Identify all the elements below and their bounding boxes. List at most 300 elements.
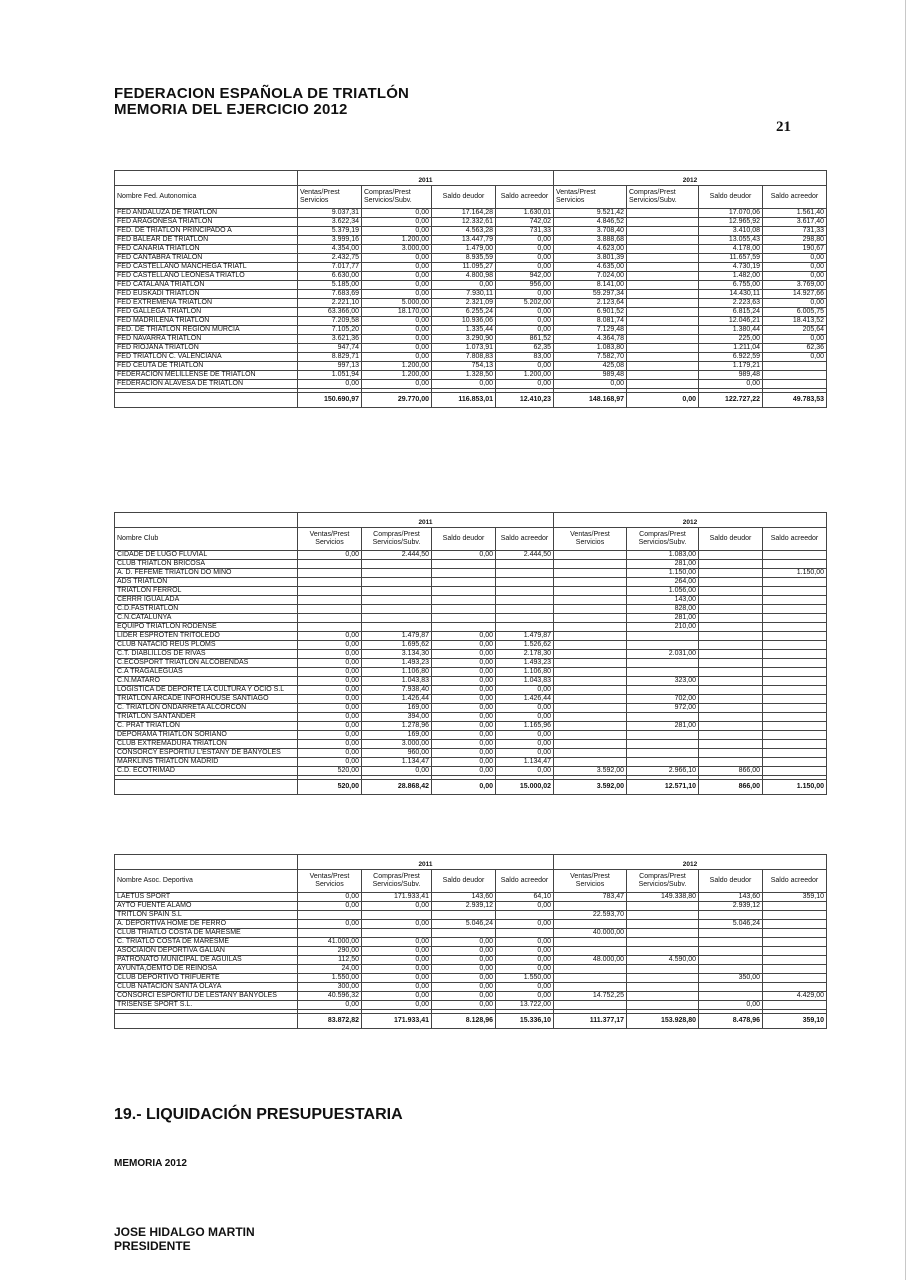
value-cell: 0,00 xyxy=(298,686,362,695)
table-row xyxy=(115,902,827,911)
table-row xyxy=(115,956,827,965)
value-cell xyxy=(496,560,554,569)
value-cell: 3.621,36 xyxy=(298,335,362,344)
value-cell xyxy=(432,605,496,614)
row-name-cell: AYTO FUENTE ALAMO xyxy=(115,902,298,911)
value-cell xyxy=(699,605,763,614)
value-cell: 8.081,74 xyxy=(554,317,627,326)
value-cell xyxy=(554,668,627,677)
value-cell: 0,00 xyxy=(496,713,554,722)
value-cell: 0,00 xyxy=(432,632,496,641)
row-name-cell: FED BALEAR DE TRIATLON xyxy=(115,236,298,245)
value-cell: 0,00 xyxy=(298,713,362,722)
value-cell: 1.493,23 xyxy=(496,659,554,668)
value-cell: 0,00 xyxy=(432,695,496,704)
value-cell: 3.592,00 xyxy=(554,767,627,776)
row-name-cell: FED CANARIA TRIATLON xyxy=(115,245,298,254)
value-cell: 783,47 xyxy=(554,893,627,902)
value-cell: 59.297,34 xyxy=(554,290,627,299)
table-row xyxy=(115,569,827,578)
table-row xyxy=(115,731,827,740)
value-cell xyxy=(627,659,699,668)
value-cell xyxy=(763,956,827,965)
value-cell: 0,00 xyxy=(432,704,496,713)
table-row xyxy=(115,605,827,614)
total-cell: 12.571,10 xyxy=(627,780,699,795)
value-cell xyxy=(432,569,496,578)
value-cell: 1.200,00 xyxy=(362,371,432,380)
value-cell: 0,00 xyxy=(362,218,432,227)
value-cell: 7.209,58 xyxy=(298,317,362,326)
value-cell xyxy=(763,749,827,758)
row-name-cell: TRIATLON FERROL xyxy=(115,587,298,596)
value-cell: 2.221,10 xyxy=(298,299,362,308)
value-cell: 4.354,00 xyxy=(298,245,362,254)
value-cell: 18.170,00 xyxy=(362,308,432,317)
value-cell xyxy=(627,758,699,767)
value-cell: 1.482,00 xyxy=(699,272,763,281)
value-cell xyxy=(763,551,827,560)
value-cell xyxy=(554,659,627,668)
value-cell: 190,67 xyxy=(763,245,827,254)
row-name-cell: FED EUSKADI TRIATLON xyxy=(115,290,298,299)
row-name-cell: EQUIPO TRIATLON RODENSE xyxy=(115,623,298,632)
year-2012-header: 2012 xyxy=(554,513,827,528)
value-cell: 0,00 xyxy=(362,227,432,236)
value-cell xyxy=(627,209,699,218)
value-cell: 1.150,00 xyxy=(627,569,699,578)
saldo-acreedor-header: Saldo acreedor xyxy=(496,870,554,893)
table-row xyxy=(115,713,827,722)
value-cell xyxy=(554,623,627,632)
value-cell: 0,00 xyxy=(362,380,432,389)
value-cell xyxy=(627,344,699,353)
value-cell: 298,80 xyxy=(763,236,827,245)
value-cell: 0,00 xyxy=(432,965,496,974)
value-cell: 281,00 xyxy=(627,722,699,731)
value-cell: 2.432,75 xyxy=(298,254,362,263)
table-row xyxy=(115,677,827,686)
value-cell: 13.447,79 xyxy=(432,236,496,245)
signer-name: JOSE HIDALGO MARTIN xyxy=(114,1225,255,1239)
value-cell xyxy=(699,668,763,677)
value-cell: 0,00 xyxy=(298,650,362,659)
value-cell: 0,00 xyxy=(432,659,496,668)
table-row xyxy=(115,209,827,218)
memoria-label: MEMORIA 2012 xyxy=(114,1158,187,1169)
value-cell: 0,00 xyxy=(496,983,554,992)
value-cell: 972,00 xyxy=(627,704,699,713)
value-cell: 0,00 xyxy=(362,920,432,929)
value-cell: 0,00 xyxy=(362,272,432,281)
row-name-cell: PATRONATO MUNICIPAL DE AGUILAS xyxy=(115,956,298,965)
value-cell: 0,00 xyxy=(554,380,627,389)
value-cell: 2.939,12 xyxy=(432,902,496,911)
value-cell xyxy=(298,614,362,623)
value-cell: 0,00 xyxy=(496,956,554,965)
value-cell: 0,00 xyxy=(432,551,496,560)
value-cell xyxy=(763,695,827,704)
value-cell xyxy=(699,758,763,767)
year-2012-header: 2012 xyxy=(554,855,827,870)
row-name-cell: A. D. FEFEME TRIATLON DO MIÑO xyxy=(115,569,298,578)
value-cell: 0,00 xyxy=(298,920,362,929)
value-cell: 1.550,00 xyxy=(496,974,554,983)
value-cell xyxy=(763,560,827,569)
row-name-cell: C.A TRAGALEGUAS xyxy=(115,668,298,677)
value-cell: 8.935,59 xyxy=(432,254,496,263)
value-cell: 0,00 xyxy=(362,947,432,956)
row-name-cell: FED ARAGONESA TRIATLON xyxy=(115,218,298,227)
row-name-cell: ASOCIAION DEPORTIVA GALIAN xyxy=(115,947,298,956)
value-cell: 0,00 xyxy=(432,740,496,749)
value-cell: 290,00 xyxy=(298,947,362,956)
value-cell xyxy=(627,290,699,299)
total-cell: 150.690,97 xyxy=(298,393,362,408)
value-cell: 0,00 xyxy=(362,254,432,263)
value-cell: 13.722,00 xyxy=(496,1001,554,1010)
value-cell: 14.752,25 xyxy=(554,992,627,1001)
value-cell: 0,00 xyxy=(362,1001,432,1010)
value-cell xyxy=(554,713,627,722)
value-cell: 0,00 xyxy=(432,686,496,695)
value-cell: 7.938,40 xyxy=(362,686,432,695)
value-cell: 0,00 xyxy=(432,767,496,776)
value-cell: 0,00 xyxy=(362,335,432,344)
value-cell: 0,00 xyxy=(763,335,827,344)
table-row xyxy=(115,920,827,929)
value-cell: 41.000,00 xyxy=(298,938,362,947)
table-row xyxy=(115,695,827,704)
row-name-cell: C. PRAT TRIATLON xyxy=(115,722,298,731)
value-cell xyxy=(699,650,763,659)
ventas-header: Ventas/Prest Servicios xyxy=(554,870,627,893)
row-name-cell: CLUB NATACIÓ REUS PLOMS xyxy=(115,641,298,650)
row-name-cell: FEDERACION MELILLENSE DE TRIATLON xyxy=(115,371,298,380)
value-cell: 1.526,62 xyxy=(496,641,554,650)
document-header xyxy=(114,86,409,118)
totals-row xyxy=(115,1014,827,1029)
value-cell xyxy=(763,911,827,920)
value-cell xyxy=(699,929,763,938)
value-cell: 4.364,78 xyxy=(554,335,627,344)
total-cell: 29.770,00 xyxy=(362,393,432,408)
value-cell: 754,13 xyxy=(432,362,496,371)
value-cell xyxy=(554,740,627,749)
value-cell: 0,00 xyxy=(298,722,362,731)
total-cell: 122.727,22 xyxy=(699,393,763,408)
value-cell: 0,00 xyxy=(432,947,496,956)
value-cell: 1.073,91 xyxy=(432,344,496,353)
value-cell xyxy=(699,749,763,758)
value-cell: 3.769,00 xyxy=(763,281,827,290)
row-name-cell: C.T. DIABLILLOS DE RIVAS xyxy=(115,650,298,659)
value-cell xyxy=(763,578,827,587)
value-cell: 0,00 xyxy=(496,704,554,713)
value-cell: 3.000,00 xyxy=(362,740,432,749)
value-cell xyxy=(763,758,827,767)
value-cell xyxy=(627,983,699,992)
value-cell: 0,00 xyxy=(432,380,496,389)
value-cell xyxy=(496,569,554,578)
table-row xyxy=(115,254,827,263)
value-cell xyxy=(554,677,627,686)
value-cell: 1.328,50 xyxy=(432,371,496,380)
value-cell: 0,00 xyxy=(298,659,362,668)
value-cell: 0,00 xyxy=(496,749,554,758)
value-cell xyxy=(298,560,362,569)
value-cell: 1.550,00 xyxy=(298,974,362,983)
value-cell: 0,00 xyxy=(432,983,496,992)
value-cell: 989,48 xyxy=(699,371,763,380)
value-cell: 149.338,80 xyxy=(627,893,699,902)
value-cell: 169,00 xyxy=(362,704,432,713)
value-cell xyxy=(554,965,627,974)
value-cell: 7.930,11 xyxy=(432,290,496,299)
value-cell: 0,00 xyxy=(496,326,554,335)
value-cell xyxy=(763,740,827,749)
row-name-cell: C. TRIATLÓN ONDARRETA ALCORCÓN xyxy=(115,704,298,713)
value-cell xyxy=(699,704,763,713)
value-cell xyxy=(298,911,362,920)
value-cell xyxy=(763,686,827,695)
value-cell: 0,00 xyxy=(763,353,827,362)
value-cell: 0,00 xyxy=(496,992,554,1001)
value-cell: 1.479,87 xyxy=(362,632,432,641)
total-cell: 116.853,01 xyxy=(432,393,496,408)
total-cell: 111.377,17 xyxy=(554,1014,627,1029)
value-cell: 0,00 xyxy=(362,317,432,326)
total-cell: 520,00 xyxy=(298,780,362,795)
value-cell: 0,00 xyxy=(362,767,432,776)
row-name-cell: FED CATALANA TRIATLON xyxy=(115,281,298,290)
value-cell: 0,00 xyxy=(298,740,362,749)
value-cell: 2.223,63 xyxy=(699,299,763,308)
total-cell: 8.478,96 xyxy=(699,1014,763,1029)
table-row xyxy=(115,929,827,938)
value-cell: 40.596,32 xyxy=(298,992,362,1001)
value-cell xyxy=(763,713,827,722)
value-cell xyxy=(432,596,496,605)
value-cell: 0,00 xyxy=(298,893,362,902)
value-cell xyxy=(699,740,763,749)
value-cell: 11.095,27 xyxy=(432,263,496,272)
value-cell xyxy=(763,632,827,641)
table-row xyxy=(115,668,827,677)
value-cell xyxy=(432,614,496,623)
value-cell: 0,00 xyxy=(763,272,827,281)
signer-role: PRESIDENTE xyxy=(114,1239,191,1253)
compras-header: Compras/Prest Servicios/Subv. xyxy=(362,528,432,551)
value-cell xyxy=(763,677,827,686)
row-name-cell: CIDADE DE LUGO FLUVIAL xyxy=(115,551,298,560)
value-cell xyxy=(627,263,699,272)
row-name-cell: FED GALLEGA TRIATLON xyxy=(115,308,298,317)
value-cell xyxy=(763,623,827,632)
row-name-cell: CONSORCI ESPORTIU DE LÉSTANY BANYOLES xyxy=(115,992,298,1001)
value-cell xyxy=(699,569,763,578)
row-name-cell: FED. DE TRIATLON REGION MURCIA xyxy=(115,326,298,335)
federations-table xyxy=(114,170,827,408)
value-cell xyxy=(298,596,362,605)
row-name-cell: LAETUS SPORT xyxy=(115,893,298,902)
value-cell: 0,00 xyxy=(432,713,496,722)
saldo-deudor-header: Saldo deudor xyxy=(432,870,496,893)
value-cell: 0,00 xyxy=(362,263,432,272)
value-cell: 0,00 xyxy=(362,956,432,965)
value-cell: 83,00 xyxy=(496,353,554,362)
value-cell: 0,00 xyxy=(496,263,554,272)
value-cell xyxy=(554,560,627,569)
table-row xyxy=(115,317,827,326)
value-cell xyxy=(763,938,827,947)
value-cell xyxy=(627,1001,699,1010)
value-cell: 394,00 xyxy=(362,713,432,722)
value-cell: 0,00 xyxy=(362,938,432,947)
value-cell: 0,00 xyxy=(496,380,554,389)
value-cell xyxy=(298,623,362,632)
total-cell: 866,00 xyxy=(699,780,763,795)
value-cell: 22.593,70 xyxy=(554,911,627,920)
value-cell xyxy=(298,605,362,614)
table-row xyxy=(115,650,827,659)
compras-header: Compras/Prest Servicios/Subv. xyxy=(627,186,699,209)
table-row xyxy=(115,236,827,245)
value-cell: 997,13 xyxy=(298,362,362,371)
value-cell xyxy=(432,911,496,920)
value-cell xyxy=(763,965,827,974)
value-cell: 1.083,80 xyxy=(554,344,627,353)
value-cell xyxy=(699,965,763,974)
value-cell: 0,00 xyxy=(298,704,362,713)
value-cell: 6.815,24 xyxy=(699,308,763,317)
value-cell: 0,00 xyxy=(432,677,496,686)
value-cell: 4.635,00 xyxy=(554,263,627,272)
value-cell xyxy=(627,938,699,947)
row-name-cell: CONSORCY ESPORTIU L'ESTANY DE BANYOLES xyxy=(115,749,298,758)
table-row xyxy=(115,704,827,713)
value-cell xyxy=(627,731,699,740)
value-cell xyxy=(362,911,432,920)
value-cell xyxy=(627,317,699,326)
value-cell: 0,00 xyxy=(362,344,432,353)
row-name-cell: MARKLINS TRIATLON MADRID xyxy=(115,758,298,767)
value-cell: 210,00 xyxy=(627,623,699,632)
row-name-cell: DEPORAMA TRIATLON SORIANO xyxy=(115,731,298,740)
value-cell xyxy=(554,650,627,659)
value-cell: 143,60 xyxy=(699,893,763,902)
table-row xyxy=(115,227,827,236)
value-cell: 0,00 xyxy=(432,1001,496,1010)
table-row xyxy=(115,911,827,920)
value-cell: 1.211,04 xyxy=(699,344,763,353)
value-cell: 1.106,80 xyxy=(496,668,554,677)
value-cell xyxy=(763,641,827,650)
value-cell: 0,00 xyxy=(496,938,554,947)
value-cell xyxy=(627,254,699,263)
value-cell: 0,00 xyxy=(496,362,554,371)
value-cell xyxy=(699,956,763,965)
compras-header: Compras/Prest Servicios/Subv. xyxy=(627,870,699,893)
value-cell: 1.150,00 xyxy=(763,569,827,578)
name-column-header: Nombre Fed. Autonomica xyxy=(115,186,298,209)
table-row xyxy=(115,749,827,758)
value-cell: 0,00 xyxy=(298,695,362,704)
value-cell: 0,00 xyxy=(496,686,554,695)
value-cell xyxy=(362,569,432,578)
value-cell xyxy=(763,587,827,596)
value-cell xyxy=(432,560,496,569)
value-cell: 7.582,70 xyxy=(554,353,627,362)
value-cell xyxy=(763,362,827,371)
value-cell: 866,00 xyxy=(699,767,763,776)
value-cell: 0,00 xyxy=(362,992,432,1001)
value-cell xyxy=(627,272,699,281)
table-row xyxy=(115,938,827,947)
value-cell: 225,00 xyxy=(699,335,763,344)
value-cell: 1.278,96 xyxy=(362,722,432,731)
value-cell: 0,00 xyxy=(496,947,554,956)
value-cell: 6.630,00 xyxy=(298,272,362,281)
value-cell: 0,00 xyxy=(496,236,554,245)
compras-header: Compras/Prest Servicios/Subv. xyxy=(362,870,432,893)
value-cell xyxy=(554,578,627,587)
total-cell: 28.868,42 xyxy=(362,780,432,795)
table-row xyxy=(115,974,827,983)
table-row xyxy=(115,686,827,695)
row-name-cell: CLUB NATACION SANTA OLAYA xyxy=(115,983,298,992)
table-row xyxy=(115,740,827,749)
value-cell: 350,00 xyxy=(699,974,763,983)
value-cell xyxy=(763,614,827,623)
value-cell xyxy=(699,614,763,623)
table-row xyxy=(115,758,827,767)
value-cell: 264,00 xyxy=(627,578,699,587)
row-name-cell: FED CASTELLANO MANCHEGA TRIATL xyxy=(115,263,298,272)
value-cell xyxy=(298,578,362,587)
value-cell xyxy=(496,911,554,920)
value-cell: 1.630,01 xyxy=(496,209,554,218)
value-cell: 0,00 xyxy=(362,353,432,362)
value-cell: 947,74 xyxy=(298,344,362,353)
value-cell: 62,36 xyxy=(763,344,827,353)
value-cell: 17.070,06 xyxy=(699,209,763,218)
total-cell: 83.872,82 xyxy=(298,1014,362,1029)
value-cell xyxy=(554,695,627,704)
value-cell: 2.031,00 xyxy=(627,650,699,659)
value-cell xyxy=(627,371,699,380)
value-cell xyxy=(699,722,763,731)
value-cell: 1.479,87 xyxy=(496,632,554,641)
total-cell: 0,00 xyxy=(627,393,699,408)
value-cell: 8.141,00 xyxy=(554,281,627,290)
value-cell xyxy=(627,335,699,344)
value-cell: 323,00 xyxy=(627,677,699,686)
row-name-cell: FED CASTELLANO LEONESA TRIATLO xyxy=(115,272,298,281)
table-row xyxy=(115,767,827,776)
ventas-header: Ventas/Prest Servicios xyxy=(554,528,627,551)
value-cell: 3.410,08 xyxy=(699,227,763,236)
row-name-cell: LOGISTICA DE DEPORTE LA CULTURA Y OCIO S.L xyxy=(115,686,298,695)
value-cell xyxy=(699,578,763,587)
compras-header: Compras/Prest Servicios/Subv. xyxy=(362,186,432,209)
value-cell: 0,00 xyxy=(763,299,827,308)
value-cell: 0,00 xyxy=(298,632,362,641)
value-cell xyxy=(554,731,627,740)
table-row xyxy=(115,308,827,317)
value-cell xyxy=(627,713,699,722)
total-cell: 359,10 xyxy=(763,1014,827,1029)
